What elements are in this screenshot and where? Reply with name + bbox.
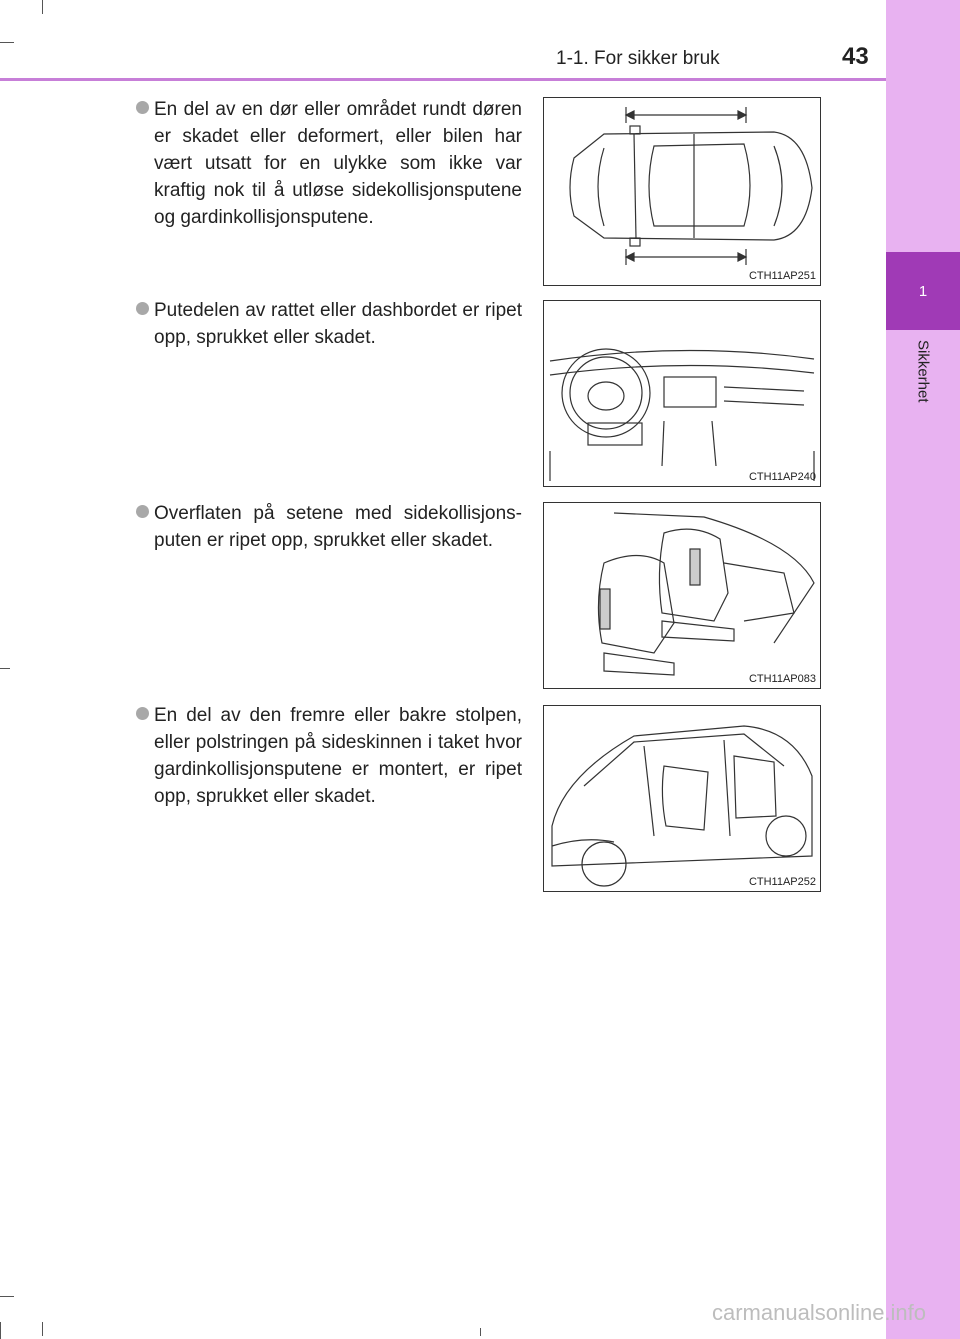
- item-text: En del av den fremre eller bakre stolpen, eller polstringen på sideskinnen i taket hvor gardinkollisjonsputene er montert, er ripet opp, sprukket eller skadet.: [154, 705, 522, 807]
- bullet-icon: [136, 505, 149, 518]
- bullet-icon: [136, 101, 149, 114]
- car-interior-illustration: [544, 706, 820, 891]
- crop-mark: [0, 1296, 14, 1297]
- crop-mark: [480, 1328, 481, 1336]
- figure-seats: [543, 502, 821, 689]
- figure-code: CTH11AP083: [748, 673, 816, 685]
- crop-mark: [0, 42, 14, 43]
- figure-car-top-view: [543, 97, 821, 286]
- figure-car-interior: [543, 705, 821, 892]
- crop-mark: [42, 1322, 43, 1336]
- crop-mark: [0, 1322, 1, 1339]
- figure-code: CTH11AP252: [748, 876, 816, 888]
- crop-mark: [0, 668, 10, 669]
- page-number: 43: [842, 43, 869, 70]
- figure-code: CTH11AP251: [748, 270, 816, 282]
- crop-mark: [42, 0, 43, 14]
- section-title: 1-1. For sikker bruk: [556, 48, 720, 69]
- list-item: [136, 702, 522, 810]
- watermark: carmanualsonline.info: [712, 1300, 927, 1325]
- list-item: [136, 297, 522, 351]
- figure-code: CTH11AP240: [748, 471, 816, 483]
- chapter-label: Sikkerhet: [914, 340, 932, 403]
- seats-illustration: [544, 503, 820, 688]
- bullet-icon: [136, 302, 149, 315]
- chapter-number: 1: [886, 252, 960, 330]
- item-text: Putedelen av rattet eller dashbordet er ripet opp, sprukket eller skadet.: [154, 300, 522, 348]
- list-item: [136, 500, 522, 554]
- dashboard-illustration: [544, 301, 820, 486]
- figure-dashboard: [543, 300, 821, 487]
- list-item: [136, 96, 522, 231]
- header-divider: [0, 78, 886, 81]
- chapter-side-tab: [886, 0, 960, 1339]
- bullet-icon: [136, 707, 149, 720]
- item-text: Overflaten på setene med sidekollisjonsputen er ripet opp, sprukket eller skadet.: [154, 503, 522, 551]
- item-text: En del av en dør eller området rundt døren er skadet eller deformert, eller bilen har vært utsatt for en ulykke som ikke var kraftig nok til å utløse sidekollisjonsputene og gardinkollisjonsputene.: [154, 99, 522, 228]
- car-top-view-illustration: [544, 98, 820, 285]
